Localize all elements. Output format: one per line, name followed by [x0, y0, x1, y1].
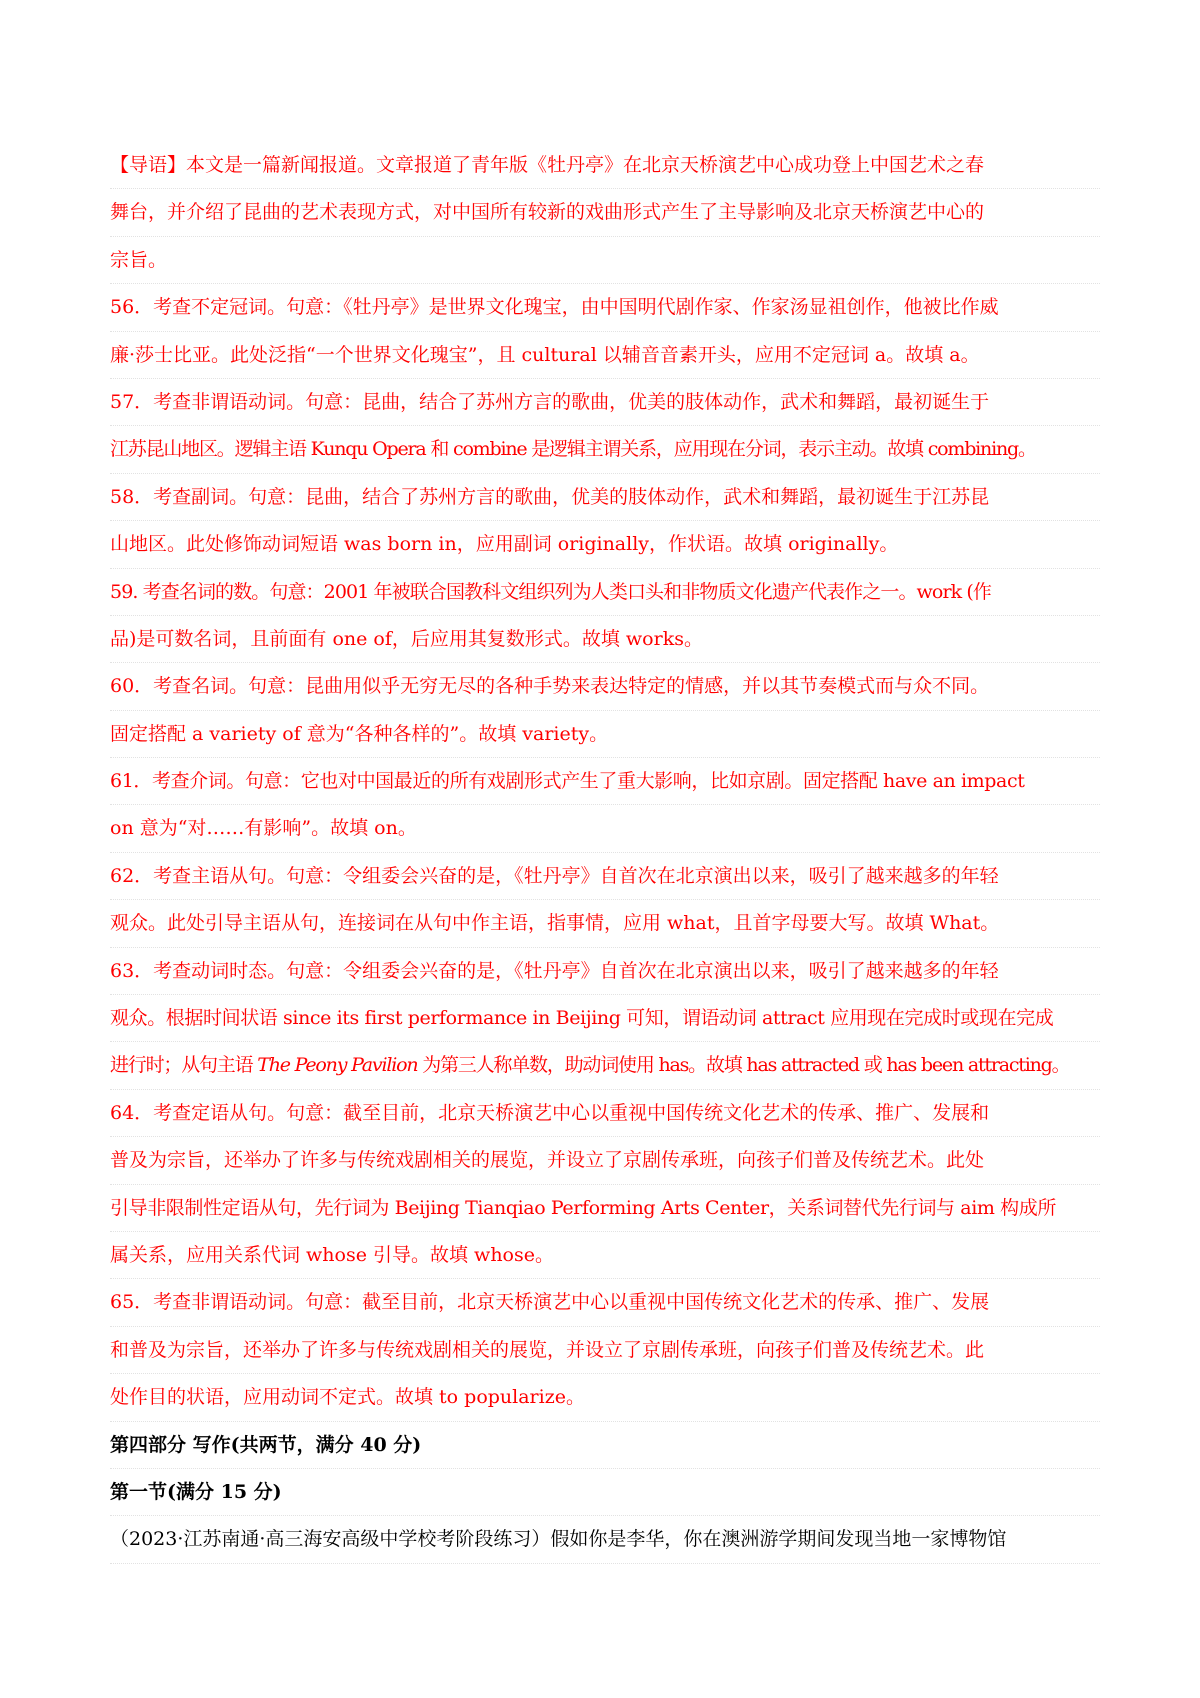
- writing-prompt-line-1: （2023·江苏南通·高三海安高级中学校考阶段练习）假如你是李华，你在澳洲游学期间发现当地一家博物馆: [110, 1516, 1100, 1563]
- answer-64-line-1: 64．考查定语从句。句意：截至目前，北京天桥演艺中心以重视中国传统文化艺术的传承、推广、发展和: [110, 1090, 1100, 1137]
- answer-63-line-3: [110, 1042, 1100, 1089]
- intro-line-3: 宗旨。: [110, 237, 1100, 284]
- intro-line-1: 【导语】本文是一篇新闻报道。文章报道了青年版《牡丹亭》在北京天桥演艺中心成功登上中国艺术之春: [110, 142, 1100, 189]
- answer-61-line-1: 61．考查介词。句意：它也对中国最近的所有戏剧形式产生了重大影响，比如京剧。固定搭配 have an impact: [110, 758, 1100, 805]
- answer-63-line-3-start: 进行时；从句主语: [110, 1054, 258, 1077]
- answer-61-line-2: on 意为“对……有影响”。故填 on。: [110, 805, 1100, 852]
- answer-62-line-2: 观众。此处引导主语从句，连接词在从句中作主语，指事情，应用 what，且首字母要大写。故填 What。: [110, 900, 1100, 947]
- answer-59-line-2: 品)是可数名词，且前面有 one of，后应用其复数形式。故填 works。: [110, 616, 1100, 663]
- answer-57-line-2: 江苏昆山地区。逻辑主语 Kunqu Opera 和 combine 是逻辑主谓关系，应用现在分词，表示主动。故填 combining。: [110, 426, 1100, 473]
- answer-65-line-1: 65．考查非谓语动词。句意：截至目前，北京天桥演艺中心以重视中国传统文化艺术的传承、推广、发展: [110, 1279, 1100, 1326]
- answer-60-line-2: 固定搭配 a variety of 意为“各种各样的”。故填 variety。: [110, 711, 1100, 758]
- peony-pavilion-title: The Peony Pavilion: [257, 1054, 418, 1077]
- answer-57-line-1: 57．考查非谓语动词。句意：昆曲，结合了苏州方言的歌曲，优美的肢体动作，武术和舞蹈，最初诞生于: [110, 379, 1100, 426]
- answer-64-line-2: 普及为宗旨，还举办了许多与传统戏剧相关的展览，并设立了京剧传承班，向孩子们普及传统艺术。此处: [110, 1137, 1100, 1184]
- answer-65-line-2: 和普及为宗旨，还举办了许多与传统戏剧相关的展览，并设立了京剧传承班，向孩子们普及传统艺术。此: [110, 1327, 1100, 1374]
- answer-60-line-1: 60．考查名词。句意：昆曲用似乎无穷无尽的各种手势来表达特定的情感，并以其节奏模式而与众不同。: [110, 663, 1100, 710]
- intro-line-2: 舞台，并介绍了昆曲的艺术表现方式，对中国所有较新的戏曲形式产生了主导影响及北京天桥演艺中心的: [110, 189, 1100, 236]
- answer-63-line-1: 63．考查动词时态。句意：令组委会兴奋的是，《牡丹亭》自首次在北京演出以来，吸引了越来越多的年轻: [110, 948, 1100, 995]
- answer-64-line-3: 引导非限制性定语从句，先行词为 Beijing Tianqiao Performing Arts Center，关系词替代先行词与 aim 构成所: [110, 1185, 1100, 1232]
- part-four-heading: 第四部分 写作(共两节，满分 40 分): [110, 1422, 1100, 1469]
- section-one-heading: 第一节(满分 15 分): [110, 1469, 1100, 1516]
- answer-64-line-4: 属关系，应用关系代词 whose 引导。故填 whose。: [110, 1232, 1100, 1279]
- answer-62-line-1: 62．考查主语从句。句意：令组委会兴奋的是，《牡丹亭》自首次在北京演出以来，吸引了越来越多的年轻: [110, 853, 1100, 900]
- answer-63-line-3-end: 为第三人称单数，助动词使用 has。故填 has attracted 或 has been attracting。: [417, 1054, 1070, 1077]
- answer-58-line-2: 山地区。此处修饰动词短语 was born in，应用副词 originally，作状语。故填 originally。: [110, 521, 1100, 568]
- answer-56-line-2: 廉·莎士比亚。此处泛指“一个世界文化瑰宝”，且 cultural 以辅音音素开头，应用不定冠词 a。故填 a。: [110, 332, 1100, 379]
- answer-63-line-2: 观众。根据时间状语 since its first performance in Beijing 可知，谓语动词 attract 应用现在完成时或现在完成: [110, 995, 1100, 1042]
- document-page: [110, 142, 1100, 1564]
- answer-58-line-1: 58．考查副词。句意：昆曲，结合了苏州方言的歌曲，优美的肢体动作，武术和舞蹈，最初诞生于江苏昆: [110, 474, 1100, 521]
- answer-59-line-1: 59. 考查名词的数。句意：2001 年被联合国教科文组织列为人类口头和非物质文化遗产代表作之一。work (作: [110, 569, 1100, 616]
- answer-65-line-3: 处作目的状语，应用动词不定式。故填 to popularize。: [110, 1374, 1100, 1421]
- answer-56-line-1: 56．考查不定冠词。句意：《牡丹亭》是世界文化瑰宝，由中国明代剧作家、作家汤显祖创作，他被比作威: [110, 284, 1100, 331]
